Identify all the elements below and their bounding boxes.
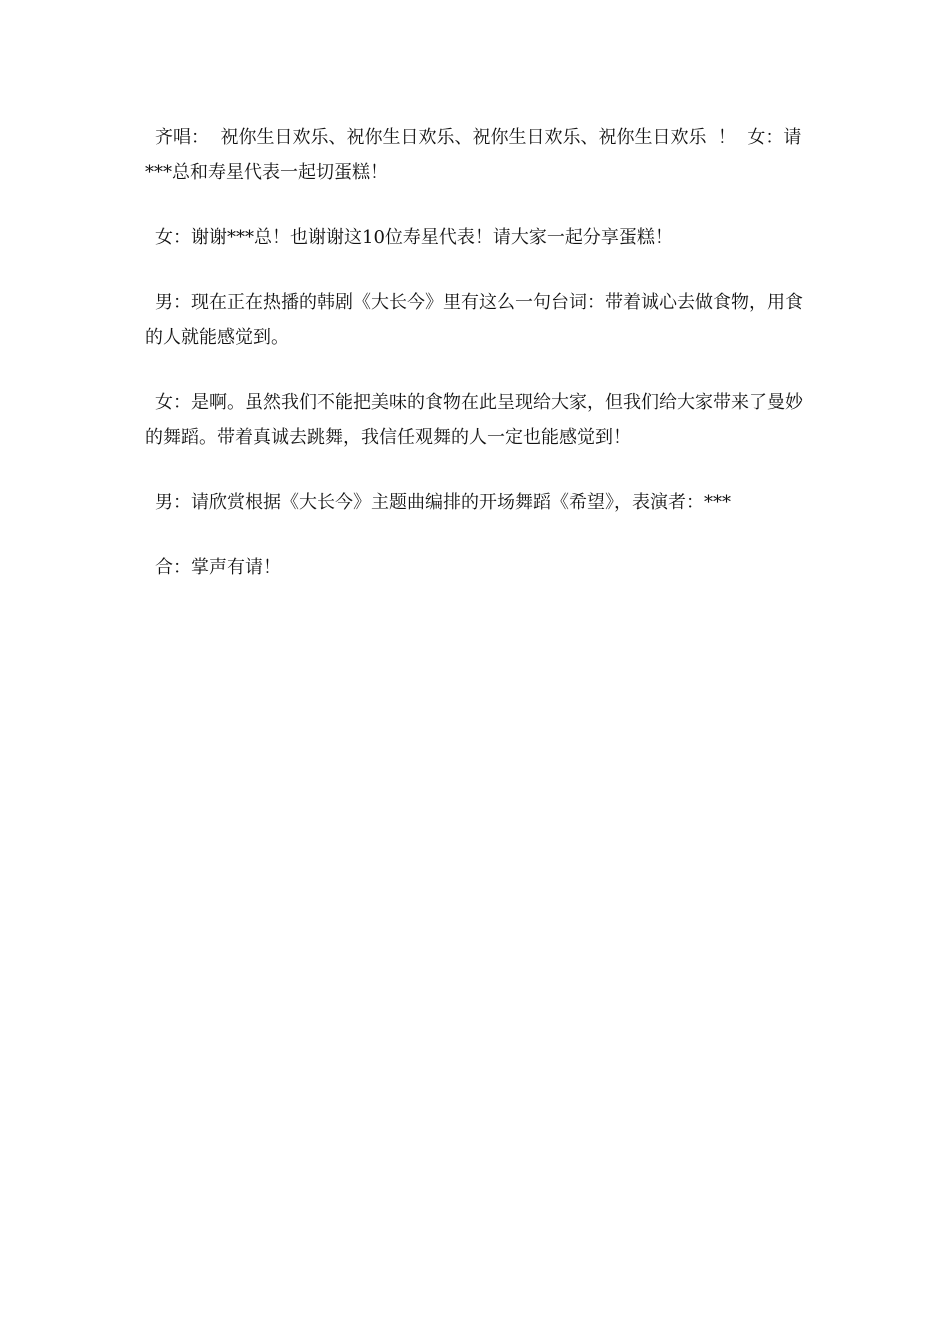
paragraph-male-dae-jang-geum: 男：现在正在热播的韩剧《大长今》里有这么一句台词：带着诚心去做食物，用食的人就能感觉到。 (145, 292, 803, 348)
paragraph-chorus: 齐唱： 祝你生日欢乐、祝你生日欢乐、祝你生日欢乐、祝你生日欢乐 ！ 女：请***总和寿星代表一起切蛋糕！ (145, 127, 802, 183)
paragraph-female-thanks: 女：谢谢***总！也谢谢这10位寿星代表！请大家一起分享蛋糕！ (155, 227, 673, 248)
document-body (145, 120, 810, 615)
paragraph-female-dance: 女：是啊。虽然我们不能把美味的食物在此呈现给大家，但我们给大家带来了曼妙的舞蹈。带着真诚去跳舞，我信任观舞的人一定也能感觉到！ (145, 392, 803, 448)
paragraph-male-introduce-dance: 男：请欣赏根据《大长今》主题曲编排的开场舞蹈《希望》，表演者：*** (155, 492, 731, 513)
paragraph-together-applause: 合：掌声有请！ (155, 557, 281, 578)
